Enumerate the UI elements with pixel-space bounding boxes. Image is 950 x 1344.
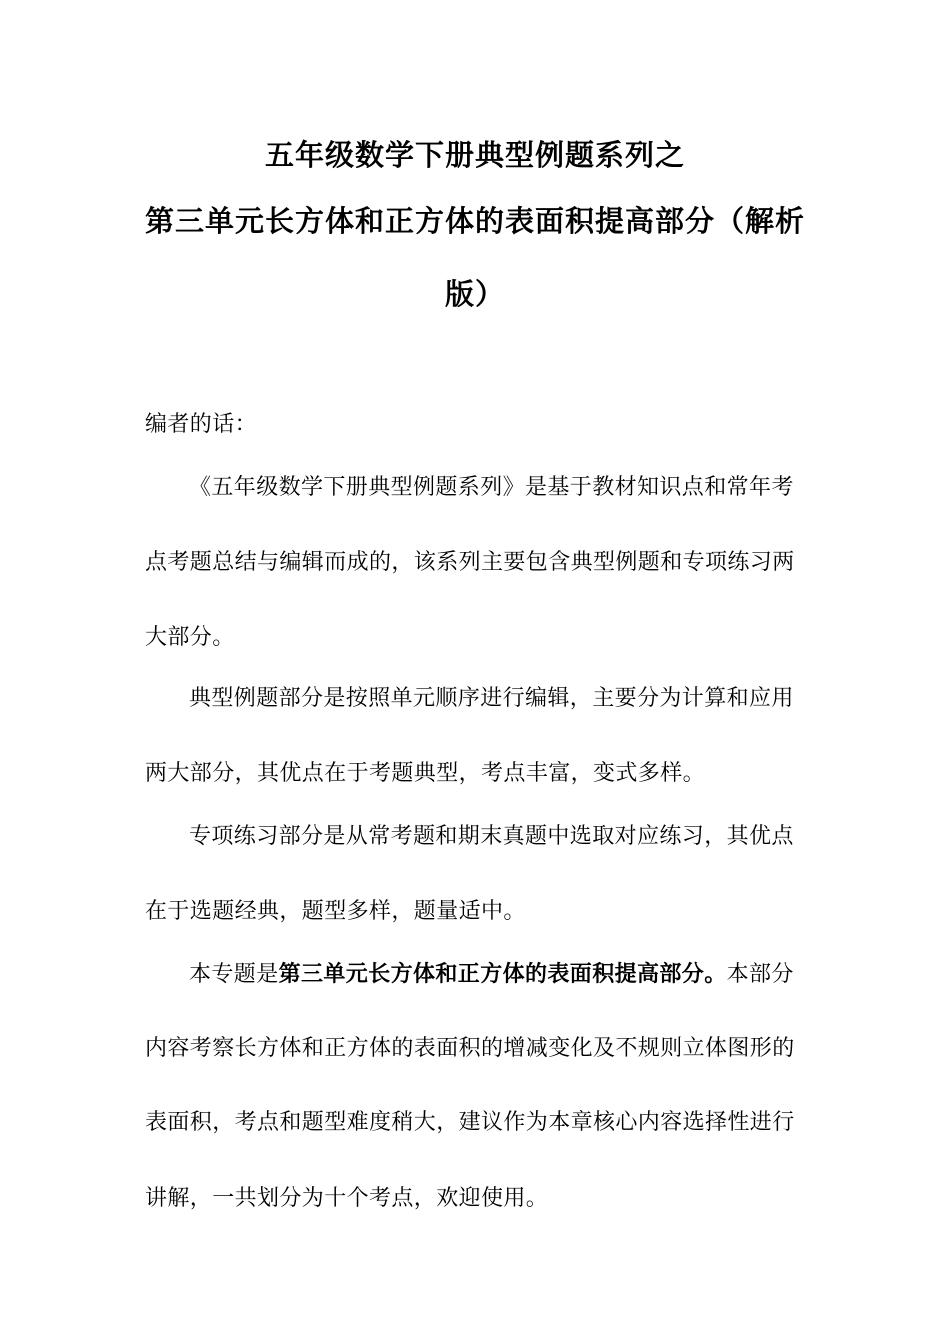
paragraph-4-line-4: 讲解，一共划分为十个考点，欢迎使用。	[145, 1186, 549, 1211]
paragraph-4-line-1	[189, 957, 795, 988]
document-title-line-2: 第三单元长方体和正方体的表面积提高部分（解析	[144, 204, 805, 238]
paragraph-2-line-1: 典型例题部分是按照单元顺序进行编辑，主要分为计算和应用	[189, 686, 794, 711]
paragraph-2-line-2: 两大部分，其优点在于考题典型，考点丰富，变式多样。	[145, 761, 706, 786]
editor-note-label: 编者的话：	[145, 412, 258, 437]
paragraph-1-line-1: 《五年级数学下册典型例题系列》是基于教材知识点和常年考	[189, 475, 794, 500]
paragraph-4-bold-topic: 第三单元长方体和正方体的表面积提高部分。	[278, 962, 727, 987]
document-title-line-3: 版）	[444, 277, 505, 311]
paragraph-1-line-3: 大部分。	[145, 625, 235, 650]
paragraph-4-suffix: 本部分	[726, 962, 794, 987]
paragraph-1-line-2: 点考题总结与编辑而成的，该系列主要包含典型例题和专项练习两	[145, 550, 795, 575]
paragraph-4-line-2: 内容考察长方体和正方体的表面积的增减变化及不规则立体图形的	[145, 1036, 795, 1061]
paragraph-4-prefix: 本专题是	[189, 962, 279, 987]
paragraph-3-line-1: 专项练习部分是从常考题和期末真题中选取对应练习，其优点	[189, 824, 794, 849]
document-title-line-1: 五年级数学下册典型例题系列之	[264, 138, 685, 172]
paragraph-3-line-2: 在于选题经典，题型多样，题量适中。	[145, 899, 526, 924]
paragraph-4-line-3: 表面积，考点和题型难度稍大，建议作为本章核心内容选择性进行	[145, 1110, 795, 1135]
